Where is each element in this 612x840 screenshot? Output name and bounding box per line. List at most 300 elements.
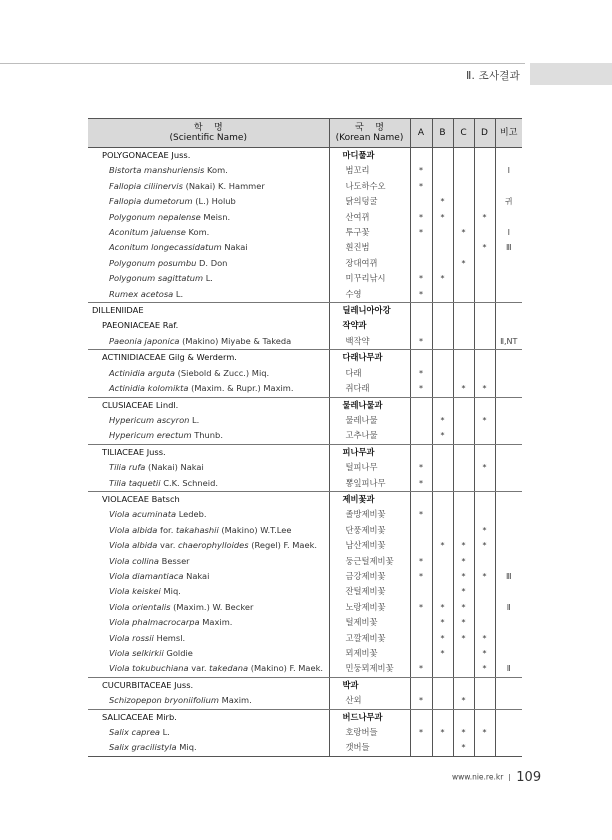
korean-name-cell: 나도하수오 bbox=[329, 179, 410, 194]
author-citation: Ledeb. bbox=[178, 509, 207, 520]
site-c-cell bbox=[453, 210, 474, 225]
scientific-name-cell: VIOLACEAE Batsch bbox=[102, 493, 180, 504]
author-citation: Miq. bbox=[179, 742, 197, 753]
site-a-cell bbox=[410, 194, 432, 209]
scientific-name-cell: CUCURBITACEAE Juss. bbox=[102, 679, 194, 690]
korean-name-cell: 백작약 bbox=[329, 334, 410, 350]
site-d-cell bbox=[474, 318, 495, 333]
page-footer bbox=[452, 770, 541, 785]
korean-name-cell: 노랑제비꽃 bbox=[329, 600, 410, 615]
infraspecific-epithet: takahashii bbox=[175, 524, 219, 535]
scientific-name-cell bbox=[88, 523, 329, 538]
scientific-name-cell bbox=[88, 163, 329, 178]
site-b-cell bbox=[432, 287, 453, 303]
korean-name-cell: 남산제비꽃 bbox=[329, 538, 410, 553]
family-row bbox=[88, 709, 522, 725]
scientific-name-cell bbox=[88, 460, 329, 475]
korean-name-cell: 둥근털제비꽃 bbox=[329, 554, 410, 569]
site-d-cell bbox=[474, 303, 495, 319]
site-a-cell: * bbox=[410, 366, 432, 381]
scientific-name-cell bbox=[88, 240, 329, 255]
note-cell bbox=[495, 318, 522, 333]
site-c-cell bbox=[453, 271, 474, 286]
site-c-cell bbox=[453, 507, 474, 522]
footer-separator bbox=[509, 774, 510, 781]
site-c-cell: * bbox=[453, 600, 474, 615]
site-c-cell: * bbox=[453, 740, 474, 756]
note-cell bbox=[495, 148, 522, 164]
species-row bbox=[88, 460, 522, 475]
site-b-cell bbox=[432, 334, 453, 350]
note-cell: Ⅲ bbox=[495, 240, 522, 255]
site-a-cell: * bbox=[410, 460, 432, 475]
site-a-cell bbox=[410, 523, 432, 538]
author-citation: (Makino) Miyabe & Takeda bbox=[182, 335, 292, 346]
site-c-cell bbox=[453, 677, 474, 693]
site-d-cell bbox=[474, 163, 495, 178]
binomial-name: Viola phalmacrocarpa bbox=[109, 617, 200, 628]
author-citation: Maxim. bbox=[221, 695, 252, 706]
species-row bbox=[88, 179, 522, 194]
site-b-cell: * bbox=[432, 646, 453, 661]
site-b-cell bbox=[432, 476, 453, 492]
site-d-cell: * bbox=[474, 240, 495, 255]
binomial-name: Polygonum nepalense bbox=[109, 211, 201, 222]
site-c-cell bbox=[453, 194, 474, 209]
scientific-name-cell bbox=[88, 366, 329, 381]
korean-name-cell: 털제비꽃 bbox=[329, 615, 410, 630]
korean-name-cell: 민둥뫼제비꽃 bbox=[329, 661, 410, 677]
species-row bbox=[88, 615, 522, 630]
binomial-name: Schizopepon bryoniifolium bbox=[109, 695, 219, 706]
korean-name-cell: 고깔제비꽃 bbox=[329, 631, 410, 646]
scientific-name-cell bbox=[88, 476, 329, 492]
binomial-name: Salix caprea bbox=[109, 727, 161, 738]
family-row bbox=[88, 318, 522, 333]
site-d-cell bbox=[474, 225, 495, 240]
site-a-cell: * bbox=[410, 210, 432, 225]
scientific-name-cell: PAEONIACEAE Raf. bbox=[102, 320, 179, 331]
site-d-cell bbox=[474, 179, 495, 194]
species-row bbox=[88, 256, 522, 271]
binomial-name: Actinidia kolomikta bbox=[109, 383, 189, 394]
species-row bbox=[88, 428, 522, 444]
scientific-name-cell bbox=[88, 334, 329, 350]
binomial-name: Aconitum longecassidatum bbox=[109, 242, 222, 253]
note-cell bbox=[495, 256, 522, 271]
author-citation: C.K. Schneid. bbox=[163, 477, 218, 488]
site-c-cell bbox=[453, 460, 474, 475]
site-d-cell bbox=[474, 600, 495, 615]
species-row bbox=[88, 381, 522, 397]
site-b-cell: * bbox=[432, 631, 453, 646]
species-row bbox=[88, 661, 522, 677]
binomial-name: Viola selkirkii bbox=[109, 648, 164, 658]
note-cell bbox=[495, 444, 522, 460]
site-a-cell: * bbox=[410, 163, 432, 178]
scientific-name-cell: SALICACEAE Mirb. bbox=[102, 711, 177, 722]
korean-name-cell: 금강제비꽃 bbox=[329, 569, 410, 584]
note-cell bbox=[495, 538, 522, 553]
site-a-cell: * bbox=[410, 661, 432, 677]
site-a-cell: * bbox=[410, 476, 432, 492]
author-citation: (Siebold & Zucc.) Miq. bbox=[177, 367, 270, 378]
site-d-cell bbox=[474, 256, 495, 271]
species-row bbox=[88, 646, 522, 661]
rank-abbrev: var. bbox=[191, 663, 207, 674]
note-cell bbox=[495, 554, 522, 569]
site-d-cell: * bbox=[474, 538, 495, 553]
site-d-cell bbox=[474, 476, 495, 492]
author-citation: Kom. bbox=[188, 227, 210, 238]
infraspecific-epithet: takedana bbox=[209, 663, 249, 674]
species-row bbox=[88, 554, 522, 569]
site-a-cell: * bbox=[410, 334, 432, 350]
note-cell bbox=[495, 740, 522, 756]
site-b-cell: * bbox=[432, 210, 453, 225]
author-citation: L. bbox=[205, 273, 213, 284]
site-c-cell bbox=[453, 318, 474, 333]
note-cell bbox=[495, 507, 522, 522]
site-d-cell bbox=[474, 287, 495, 303]
site-c-cell bbox=[453, 148, 474, 164]
scientific-name-cell bbox=[88, 631, 329, 646]
korean-name-cell: 장대여뀌 bbox=[329, 256, 410, 271]
author-citation: Goldie bbox=[166, 648, 193, 658]
korean-name-cell: 호랑버들 bbox=[329, 725, 410, 740]
binomial-name: Tilia rufa bbox=[109, 462, 146, 473]
note-cell: Ⅱ bbox=[495, 661, 522, 677]
scientific-name-cell bbox=[88, 179, 329, 194]
scientific-name-cell bbox=[88, 538, 329, 553]
binomial-name: Tilia taquetii bbox=[109, 477, 161, 488]
binomial-name: Polygonum posumbu bbox=[109, 257, 197, 268]
site-d-cell bbox=[474, 366, 495, 381]
site-c-cell bbox=[453, 709, 474, 725]
site-c-cell: * bbox=[453, 725, 474, 740]
binomial-name: Fallopia dumetorum bbox=[109, 196, 193, 207]
korean-name-cell: 피나무과 bbox=[329, 444, 410, 460]
binomial-name: Hypericum ascyron bbox=[109, 414, 190, 425]
author-citation: Kom. bbox=[206, 165, 228, 176]
scientific-name-cell: TILIACEAE Juss. bbox=[102, 446, 166, 457]
site-b-cell bbox=[432, 366, 453, 381]
note-cell bbox=[495, 287, 522, 303]
site-b-cell bbox=[432, 397, 453, 413]
site-b-cell bbox=[432, 163, 453, 178]
note-cell bbox=[495, 709, 522, 725]
binomial-name: Viola acuminata bbox=[109, 509, 177, 520]
korean-name-cell: 졸방제비꽃 bbox=[329, 507, 410, 522]
korean-name-cell: 다래나무과 bbox=[329, 350, 410, 366]
site-b-cell bbox=[432, 444, 453, 460]
site-c-cell bbox=[453, 240, 474, 255]
site-b-cell bbox=[432, 225, 453, 240]
site-c-cell: * bbox=[453, 693, 474, 709]
scientific-name-cell bbox=[88, 271, 329, 286]
binomial-name: Viola diamantiaca bbox=[109, 570, 184, 581]
site-a-cell: * bbox=[410, 179, 432, 194]
note-cell: Ⅲ bbox=[495, 569, 522, 584]
scientific-name-cell bbox=[88, 554, 329, 569]
scientific-name-cell bbox=[88, 646, 329, 661]
note-cell bbox=[495, 615, 522, 630]
korean-name-cell: 뽕잎피나무 bbox=[329, 476, 410, 492]
scientific-name-cell bbox=[88, 693, 329, 709]
site-a-cell bbox=[410, 615, 432, 630]
note-cell: Ⅱ,NT bbox=[495, 334, 522, 350]
site-b-cell bbox=[432, 460, 453, 475]
scientific-name-cell bbox=[88, 210, 329, 225]
korean-name-cell: 물레나물과 bbox=[329, 397, 410, 413]
binomial-name: Fallopia ciliinervis bbox=[109, 180, 183, 191]
site-a-cell bbox=[410, 740, 432, 756]
korean-name-cell: 물레나물 bbox=[329, 413, 410, 428]
site-b-cell: * bbox=[432, 271, 453, 286]
species-table bbox=[88, 118, 522, 757]
note-cell bbox=[495, 428, 522, 444]
korean-name-cell: 미꾸리낚시 bbox=[329, 271, 410, 286]
site-d-cell bbox=[474, 148, 495, 164]
author-citation: L. bbox=[175, 288, 184, 299]
site-b-cell bbox=[432, 569, 453, 584]
binomial-name: Viola collina bbox=[109, 555, 159, 566]
site-d-cell bbox=[474, 350, 495, 366]
korean-name-cell: 버드나무과 bbox=[329, 709, 410, 725]
site-a-cell bbox=[410, 584, 432, 599]
site-c-cell: * bbox=[453, 225, 474, 240]
binomial-name: Aconitum jaluense bbox=[109, 227, 186, 238]
korean-name-cell: 고추나물 bbox=[329, 428, 410, 444]
site-c-cell: * bbox=[453, 584, 474, 599]
species-row bbox=[88, 413, 522, 428]
author-citation: (Regel) F. Maek. bbox=[251, 540, 318, 551]
site-b-cell bbox=[432, 350, 453, 366]
scientific-name-cell bbox=[88, 725, 329, 740]
species-row bbox=[88, 740, 522, 756]
site-b-cell bbox=[432, 148, 453, 164]
note-cell bbox=[495, 584, 522, 599]
scientific-name-cell bbox=[88, 413, 329, 428]
site-d-cell bbox=[474, 444, 495, 460]
subclass-row bbox=[88, 303, 522, 319]
author-citation: Maxim. bbox=[202, 617, 233, 628]
scientific-name-cell bbox=[88, 569, 329, 584]
site-b-cell bbox=[432, 303, 453, 319]
site-a-cell bbox=[410, 428, 432, 444]
col-header-d: D bbox=[474, 119, 495, 148]
site-b-cell: * bbox=[432, 194, 453, 209]
site-c-cell bbox=[453, 444, 474, 460]
page-number: 109 bbox=[516, 770, 542, 785]
site-b-cell: * bbox=[432, 538, 453, 553]
chapter-title: Ⅱ. 조사결과 bbox=[466, 70, 520, 82]
note-cell bbox=[495, 646, 522, 661]
note-cell bbox=[495, 210, 522, 225]
binomial-name: Viola albida bbox=[109, 540, 158, 551]
korean-name-cell: 딜레니아아강 bbox=[329, 303, 410, 319]
scientific-name-cell bbox=[88, 615, 329, 630]
author-citation: (Makino) W.T.Lee bbox=[221, 524, 292, 535]
site-b-cell: * bbox=[432, 615, 453, 630]
note-cell bbox=[495, 366, 522, 381]
species-row bbox=[88, 507, 522, 522]
site-a-cell bbox=[410, 677, 432, 693]
species-row bbox=[88, 523, 522, 538]
site-a-cell: * bbox=[410, 725, 432, 740]
species-row bbox=[88, 366, 522, 381]
korean-name-cell: 박과 bbox=[329, 677, 410, 693]
species-row bbox=[88, 476, 522, 492]
scientific-name-cell bbox=[88, 194, 329, 209]
note-cell bbox=[495, 179, 522, 194]
col-header-note: 비고 bbox=[495, 119, 522, 148]
site-d-cell bbox=[474, 677, 495, 693]
table-body bbox=[88, 148, 522, 757]
site-a-cell bbox=[410, 318, 432, 333]
site-b-cell bbox=[432, 256, 453, 271]
site-d-cell bbox=[474, 507, 495, 522]
author-citation: D. Don bbox=[199, 257, 228, 268]
note-cell bbox=[495, 381, 522, 397]
col-header-b: B bbox=[432, 119, 453, 148]
note-cell: 귀 bbox=[495, 194, 522, 209]
site-c-cell: * bbox=[453, 569, 474, 584]
species-row bbox=[88, 225, 522, 240]
note-cell bbox=[495, 693, 522, 709]
site-a-cell bbox=[410, 413, 432, 428]
note-cell bbox=[495, 677, 522, 693]
site-a-cell: * bbox=[410, 381, 432, 397]
note-cell: Ⅰ bbox=[495, 163, 522, 178]
family-row bbox=[88, 397, 522, 413]
note-cell bbox=[495, 476, 522, 492]
site-b-cell bbox=[432, 523, 453, 538]
scientific-name-cell bbox=[88, 661, 329, 677]
note-cell bbox=[495, 460, 522, 475]
scientific-name-cell bbox=[88, 256, 329, 271]
korean-name-cell: 흰진범 bbox=[329, 240, 410, 255]
site-a-cell bbox=[410, 256, 432, 271]
site-a-cell: * bbox=[410, 287, 432, 303]
site-d-cell: * bbox=[474, 210, 495, 225]
site-c-cell: * bbox=[453, 538, 474, 553]
korean-name-cell: 갯버들 bbox=[329, 740, 410, 756]
scientific-name-cell bbox=[88, 600, 329, 615]
site-b-cell bbox=[432, 240, 453, 255]
site-a-cell bbox=[410, 303, 432, 319]
site-c-cell: * bbox=[453, 256, 474, 271]
author-citation: (L.) Holub bbox=[195, 196, 236, 207]
author-citation: Nakai bbox=[186, 570, 210, 581]
korean-name-cell: 수영 bbox=[329, 287, 410, 303]
site-d-cell: * bbox=[474, 631, 495, 646]
species-row bbox=[88, 271, 522, 286]
korean-name-cell: 산외 bbox=[329, 693, 410, 709]
note-cell bbox=[495, 303, 522, 319]
scientific-name-cell: ACTINIDIACEAE Gilg & Werderm. bbox=[102, 352, 237, 363]
site-a-cell bbox=[410, 491, 432, 507]
korean-name-cell: 잔털제비꽃 bbox=[329, 584, 410, 599]
site-c-cell bbox=[453, 366, 474, 381]
author-citation: (Makino) F. Maek. bbox=[250, 663, 324, 674]
site-c-cell bbox=[453, 179, 474, 194]
col-header-a: A bbox=[410, 119, 432, 148]
col-header-scientific-name: 학 명 (Scientific Name) bbox=[88, 119, 329, 148]
binomial-name: Viola rossii bbox=[109, 632, 154, 643]
korean-name-cell: 다래 bbox=[329, 366, 410, 381]
site-b-cell bbox=[432, 179, 453, 194]
site-d-cell bbox=[474, 693, 495, 709]
site-c-cell: * bbox=[453, 615, 474, 630]
site-c-cell bbox=[453, 163, 474, 178]
scientific-name-cell: POLYGONACEAE Juss. bbox=[102, 150, 191, 160]
site-c-cell bbox=[453, 413, 474, 428]
korean-name-cell: 범꼬리 bbox=[329, 163, 410, 178]
site-a-cell bbox=[410, 240, 432, 255]
site-b-cell bbox=[432, 709, 453, 725]
author-citation: L. bbox=[162, 727, 170, 738]
rank-abbrev: var. bbox=[160, 540, 176, 551]
author-citation: (Nakai) K. Hammer bbox=[185, 180, 265, 191]
species-row bbox=[88, 194, 522, 209]
author-citation: Meisn. bbox=[203, 211, 231, 222]
korean-name-cell: 쥐다래 bbox=[329, 381, 410, 397]
site-d-cell bbox=[474, 194, 495, 209]
note-cell bbox=[495, 725, 522, 740]
binomial-name: Viola albida bbox=[109, 524, 158, 535]
footer-url: www.nie.re.kr bbox=[452, 772, 504, 782]
site-c-cell bbox=[453, 334, 474, 350]
binomial-name: Rumex acetosa bbox=[109, 288, 174, 299]
note-cell: Ⅱ bbox=[495, 600, 522, 615]
site-c-cell bbox=[453, 646, 474, 661]
site-c-cell bbox=[453, 287, 474, 303]
binomial-name: Hypericum erectum bbox=[109, 430, 192, 441]
species-row bbox=[88, 725, 522, 740]
site-b-cell bbox=[432, 740, 453, 756]
site-b-cell bbox=[432, 381, 453, 397]
site-d-cell: * bbox=[474, 725, 495, 740]
korean-name-cell: 마디풀과 bbox=[329, 148, 410, 164]
site-d-cell bbox=[474, 709, 495, 725]
author-citation: Thunb. bbox=[194, 430, 223, 441]
site-c-cell bbox=[453, 476, 474, 492]
site-a-cell bbox=[410, 631, 432, 646]
species-row bbox=[88, 569, 522, 584]
note-cell bbox=[495, 631, 522, 646]
site-c-cell bbox=[453, 428, 474, 444]
species-row bbox=[88, 334, 522, 350]
site-d-cell bbox=[474, 615, 495, 630]
korean-name-cell: 투구꽃 bbox=[329, 225, 410, 240]
korean-name-cell: 털피나무 bbox=[329, 460, 410, 475]
site-d-cell: * bbox=[474, 646, 495, 661]
scientific-name-cell bbox=[88, 225, 329, 240]
species-row bbox=[88, 600, 522, 615]
author-citation: (Nakai) Nakai bbox=[148, 462, 204, 473]
note-cell bbox=[495, 397, 522, 413]
site-a-cell: * bbox=[410, 225, 432, 240]
site-b-cell: * bbox=[432, 413, 453, 428]
note-cell: Ⅰ bbox=[495, 225, 522, 240]
binomial-name: Salix gracilistyla bbox=[109, 742, 177, 753]
scientific-name-cell bbox=[88, 428, 329, 444]
binomial-name: Viola tokubuchiana bbox=[109, 663, 189, 674]
scientific-name-cell bbox=[88, 507, 329, 522]
site-d-cell: * bbox=[474, 381, 495, 397]
site-a-cell: * bbox=[410, 554, 432, 569]
